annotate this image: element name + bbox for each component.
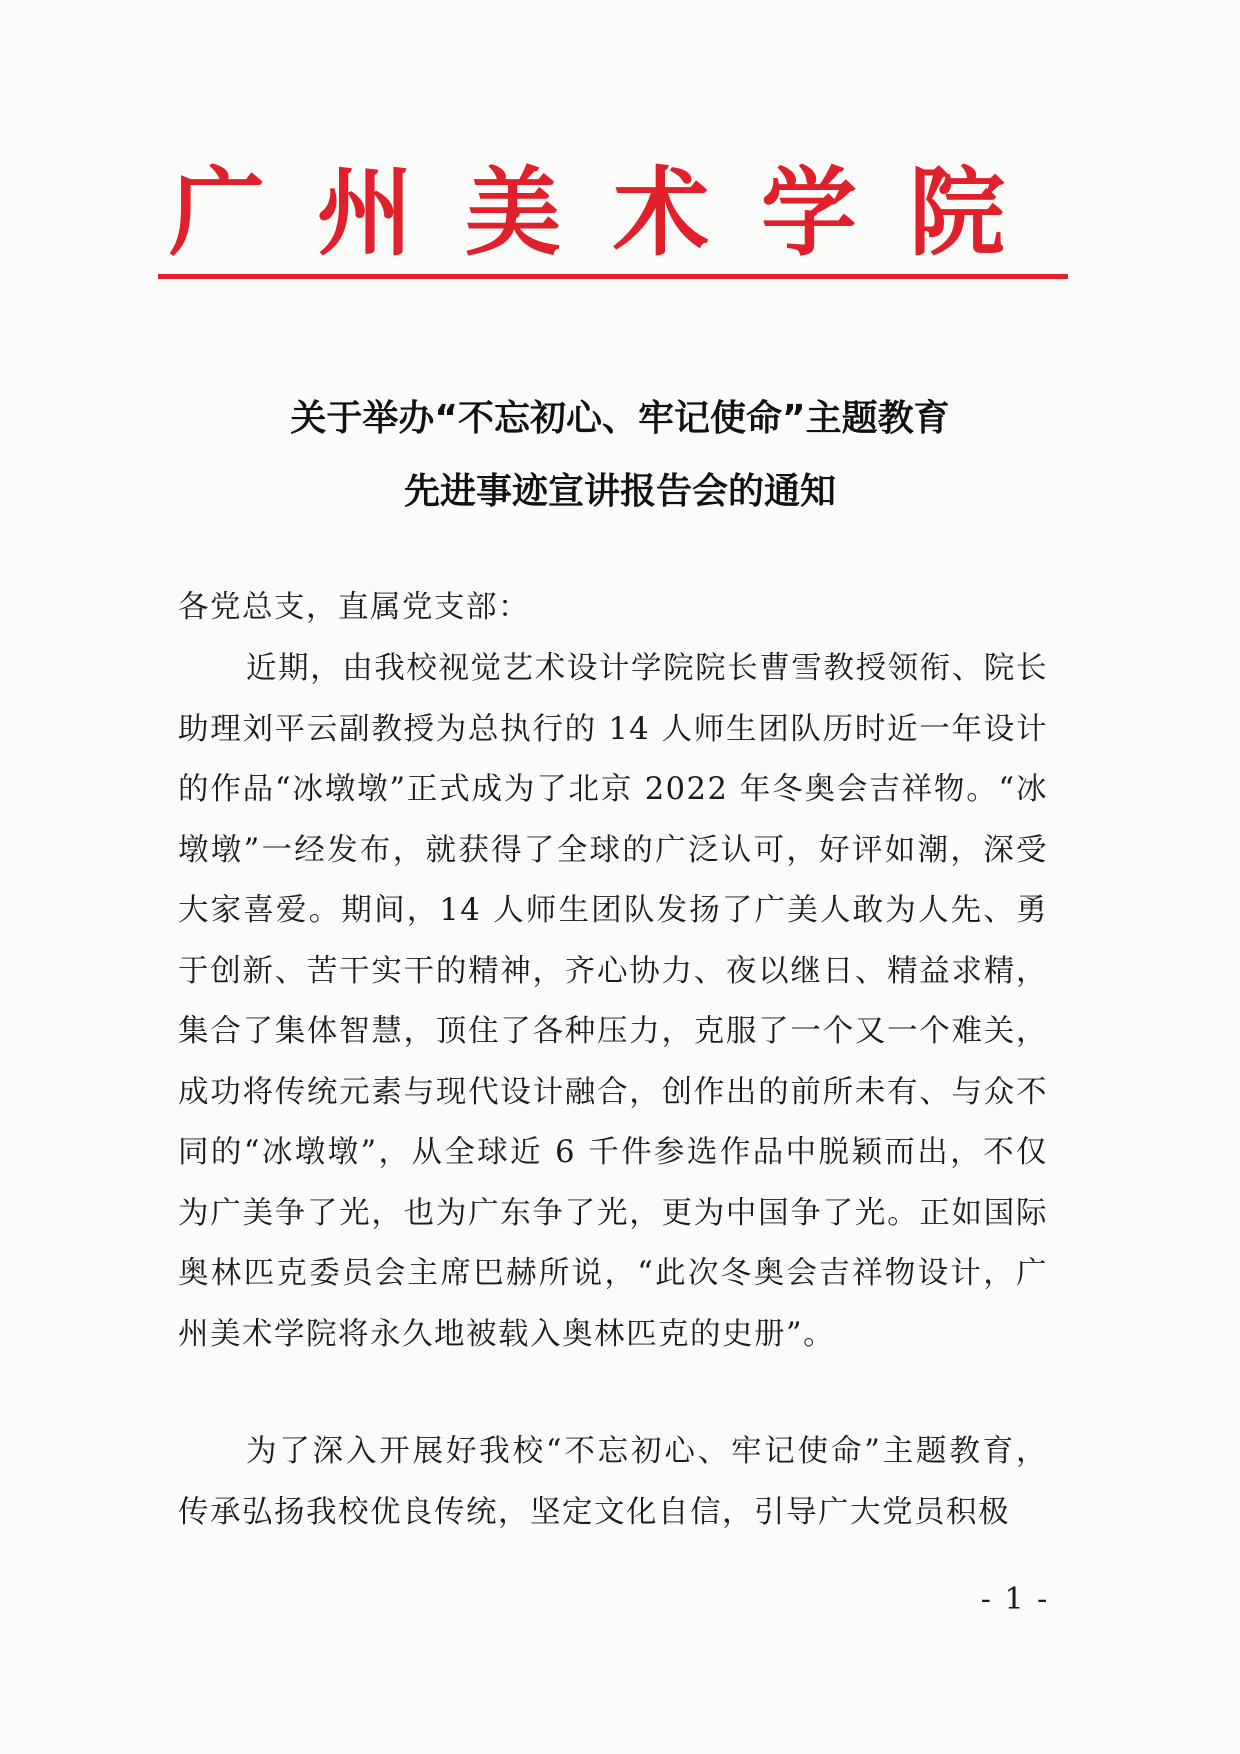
institution-letterhead: 广州美术学院: [169, 156, 1057, 269]
document-title-line-2: 先进事迹宣讲报告会的通知: [403, 471, 836, 512]
page-number: - 1 -: [980, 1582, 1050, 1617]
body-paragraph-2: 为了深入开展好我校“不忘初心、牢记使命”主题教育，传承弘扬我校优良传统，坚定文化自信，引导广大党员积极: [178, 1434, 1048, 1530]
document-title-line-1: 关于举办“不忘初心、牢记使命”主题教育: [290, 398, 950, 439]
salutation: 各党总支，直属党支部：: [178, 590, 530, 625]
body-paragraph-1: 近期，由我校视觉艺术设计学院院长曹雪教授领衔、院长助理刘平云副教授为总执行的 14 人师生团队历时近一年设计的作品“冰墩墩”正式成为了北京 2022 年冬奥会吉祥物。“冰墩墩”一经发布，就获得了全球的广泛认可，好评如潮，深受大家喜爱。期间，14 人师生团队发扬了广美人敢为人先、勇于创新、苦干实干的精神，齐心协力、夜以继日、精益求精，集合了集体智慧，顶住了各种压力，克服了一个又一个难关，成功将传统元素与现代设计融合，创作出的前所未有、与众不同的“冰墩墩”，从全球近 6 千件参选作品中脱颖而出，不仅为广美争了光，也为广东争了光，更为中国争了光。正如国际奥林匹克委员会主席巴赫所说，“此次冬奥会吉祥物设计，广州美术学院将永久地被载入奥林匹克的史册”。: [178, 651, 1048, 1352]
letterhead-red-rule: [158, 274, 1068, 279]
